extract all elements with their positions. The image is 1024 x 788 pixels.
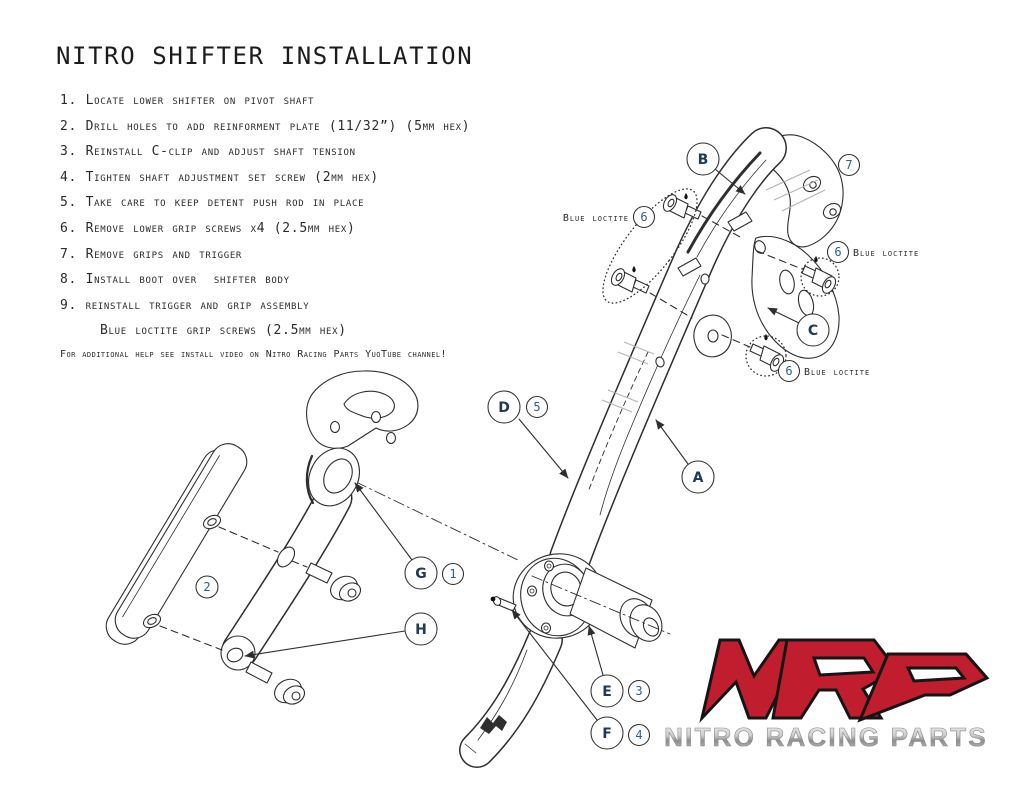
callout-6-bottom (779, 361, 800, 382)
callout-1 (443, 564, 464, 585)
install-step-8: 8. Install boot over shifter body (60, 272, 290, 288)
svg-text:6: 6 (640, 210, 648, 224)
callout-4 (629, 725, 650, 746)
callout-3 (629, 681, 650, 702)
svg-text:D: D (498, 400, 510, 416)
callout-7 (839, 155, 860, 176)
nrp-logo (664, 640, 988, 752)
blue-loctite-note: Blue loctite (562, 213, 629, 224)
lower-shifter-exploded-view (100, 371, 418, 708)
svg-text:1: 1 (449, 567, 457, 581)
callout-h (405, 613, 437, 645)
svg-text:6: 6 (785, 364, 793, 378)
callout-6-left (634, 207, 655, 228)
alignment-centerline (356, 482, 520, 561)
install-step-6: 6. Remove lower grip screws x4 (2.5mm hex) (60, 220, 356, 236)
callout-d (488, 391, 520, 423)
svg-text:H: H (415, 622, 427, 638)
install-step-2: 2. Drill holes to add reinforment plate (11/32”) (5mm hex) (60, 118, 471, 134)
lower-shifter-arm (221, 371, 418, 670)
svg-text:A: A (692, 470, 704, 486)
install-step-9: 9. reinstall trigger and grip assembly (60, 297, 310, 313)
lower-blade (465, 640, 545, 753)
help-footnote: For additional help see install video on Nitro Racing Parts YuoTube channel! (60, 349, 448, 360)
nrp-logo-letters (702, 640, 987, 720)
nrp-wordmark: NITRO RACING PARTS (664, 722, 988, 752)
install-step-4: 4. Tighten shaft adjustment set screw (2mm hex) (60, 169, 379, 185)
grip-screw-upper (306, 563, 364, 605)
callout-c (797, 314, 829, 346)
install-step-1: 1. Locate lower shifter on pivot shaft (60, 93, 315, 108)
svg-text:2: 2 (203, 580, 211, 594)
grip-screw-lower (246, 662, 308, 708)
callout-e (591, 675, 623, 707)
svg-text:F: F (602, 726, 612, 742)
callout-a (682, 461, 714, 493)
install-step-3: 3. Reinstall C-clip and adjust shaft tension (60, 144, 356, 160)
svg-text:3: 3 (635, 684, 643, 698)
callout-f (591, 717, 623, 749)
svg-text:B: B (697, 152, 709, 168)
callout-g (405, 557, 437, 589)
install-step-7: 7. Remove grips and trigger (60, 246, 243, 262)
svg-text:7: 7 (845, 158, 853, 172)
install-step-subnote: Blue loctite grip screws (2.5mm hex) (100, 323, 347, 339)
svg-text:G: G (415, 566, 427, 582)
callout-5 (527, 397, 548, 418)
svg-text:4: 4 (635, 728, 643, 742)
callout-6-right (828, 242, 849, 263)
blue-loctite-note: Blue loctite (853, 248, 920, 259)
page-title: NITRO SHIFTER INSTALLATION (56, 42, 474, 70)
svg-text:C: C (807, 323, 819, 339)
install-step-5: 5. Take care to keep detent push rod in place (60, 195, 365, 211)
callout-b (687, 143, 719, 175)
detent-push-rod (491, 595, 516, 611)
callout-2 (196, 576, 218, 598)
blue-loctite-note: Blue loctite (804, 367, 871, 378)
reinforcement-plate (100, 437, 253, 650)
svg-text:6: 6 (834, 245, 842, 259)
svg-text:5: 5 (533, 400, 541, 414)
svg-text:E: E (602, 684, 612, 700)
